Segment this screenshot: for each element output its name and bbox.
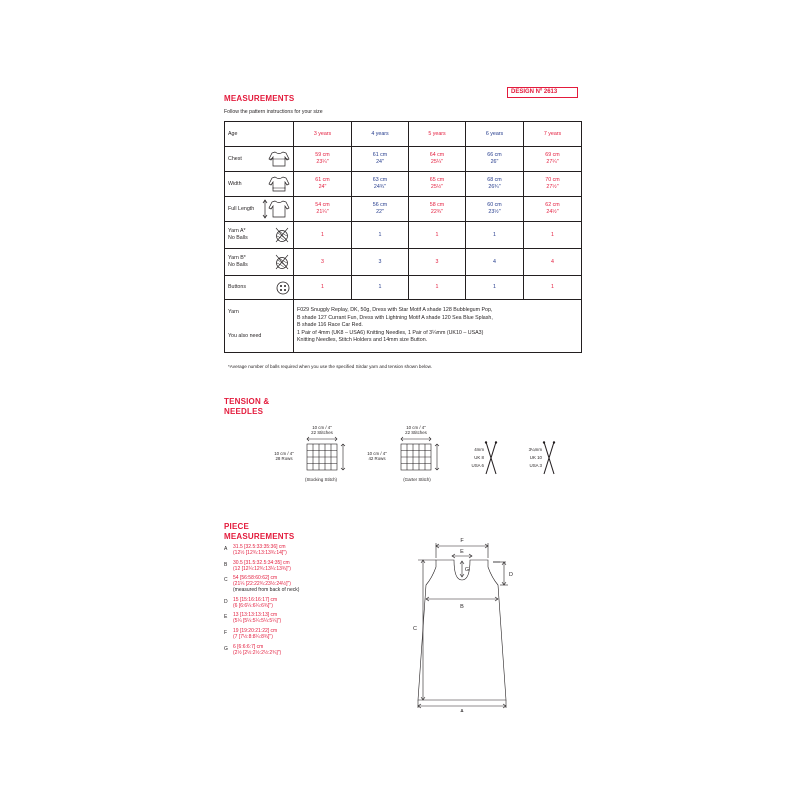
width-in: 26¾" [488,184,501,190]
chest-cm: 59 cm [315,152,330,158]
yarn-b-count: 3 [409,249,466,276]
piece-in: (12 [12¼:12¾:13¼:13¾]") [233,565,291,572]
length-cm: 62 cm [545,202,560,208]
yarn-details [294,300,582,353]
yarn-a-count: 1 [466,222,524,249]
piece-letter: D [224,598,228,605]
yarn-text-line: B shade 127 Currant Fun, Dress with Lightning Motif A shade 120 Sea Blue Splash, [297,314,493,321]
piece-in: (5¼ [5¼:5¼:5¼:5¼]") [233,618,282,625]
design-number-badge: DESIGN Nº 2613 [507,87,578,98]
chest-in: 25¼" [430,159,444,165]
piece-cm: 15 [15:16:16:17] cm [233,596,278,603]
width-in: 27½" [546,184,559,190]
piece-letter: A [224,546,228,552]
piece-letter: C [224,577,228,584]
chest-cm: 64 cm [429,152,445,158]
needles-title: NEEDLES [224,406,264,416]
tension-swatch-garter [398,436,442,472]
piece-cm: 54 [56:58:60:62] cm [233,575,278,582]
buttons-label: Buttons [228,284,246,290]
table-row-width [225,172,582,197]
piece-title: PIECE [224,522,250,531]
diagram-label-f: F [460,538,464,544]
tension1-width: 10 cm / 4" [312,425,332,430]
yarn-text-line: B shade 116 Race Car Red. [297,322,363,329]
length-cm: 60 cm [487,202,502,208]
needles-icon [484,441,498,475]
table-row-buttons [225,276,582,300]
needle2-usa: USA 3 [529,463,542,468]
chest-cm: 66 cm [487,152,502,158]
chest-label: Chest [228,155,242,162]
yarn-label: Yarn [228,309,239,315]
width-label: Width [228,180,242,187]
tension1-rows: 28 Rows [275,456,293,461]
need-text-line: 1 Pair of 4mm (UK8 – USA6) Knitting Needles, 1 Pair of 3¼mm (UK10 – USA3) [297,329,484,336]
yarn-a-count: 1 [409,222,466,249]
yarn-b-sublabel: No Balls [228,262,248,268]
diagram-label-e: E [460,549,464,555]
diagram-label-d: D [509,572,513,578]
table-row-yarn-b [225,249,582,276]
piece-cm: 30.5 [31.5:32.5:34:35] cm [233,559,290,566]
list-item [224,544,299,556]
width-cm: 65 cm [429,177,445,183]
chest-in: 24" [376,159,384,165]
tension1-height: 10 cm / 4" [274,451,294,456]
table-row-full-length [225,197,582,222]
yarn-a-count: 1 [524,222,582,249]
buttons-count: 1 [352,276,409,300]
needle2-size: 3¼mm [528,447,542,452]
piece-cm: 31.5 [32.5:33:35:36] cm [233,544,286,550]
length-cm: 56 cm [372,202,388,208]
chest-cm: 61 cm [372,152,388,158]
piece-letter: G [224,645,228,652]
chest-cm: 69 cm [545,152,560,158]
needle2-uk: UK 10 [529,455,542,460]
buttons-count: 1 [409,276,466,300]
age-label: Age [225,122,294,147]
chest-in: 23¼" [316,159,329,165]
you-also-need-label: You also need [228,333,262,339]
yarn-b-count: 3 [294,249,352,276]
piece-note: (measured from back of neck) [233,587,300,594]
piece-in: (2½ [2½:2½:2½:2¾]") [233,649,282,656]
length-in: 21¼" [316,209,329,215]
piece-measurement-list [224,544,299,659]
tension2-caption: (Garter Stitch) [403,477,431,482]
sweater-chest-icon [268,150,290,168]
tension2-height: 10 cm / 4" [367,451,387,456]
need-text-line: Knitting Needles, Stitch Holders and 14mm size Button. [297,337,428,344]
length-arrow-icon [262,199,290,219]
footnote: *Average number of balls required when you use the specified Sirdar yarn and tension shown below. [228,364,432,369]
buttons-count: 1 [466,276,524,300]
piece-in: (6 [6:6¼:6¼:6¾]") [233,602,273,609]
chest-in: 27¼" [546,159,559,165]
width-cm: 70 cm [545,177,560,183]
tension-title: TENSION & [224,397,270,406]
yarn-a-count: 1 [294,222,352,249]
width-in: 24" [318,184,327,190]
age-cell: 3 years [294,122,352,147]
measurements-table [224,121,582,353]
piece-letter: F [224,629,228,636]
age-cell: 7 years [524,122,582,147]
needle1-size: 4mm [474,447,484,452]
yarn-b-count: 3 [352,249,409,276]
tension2-rows: 42 Rows [368,456,386,461]
list-item [224,612,299,624]
piece-in: (7 [7½:8:8¼:8¾]") [233,633,273,640]
length-cm: 58 cm [429,202,445,208]
tension2-width: 10 cm / 4" [406,425,426,430]
length-in: 22¾" [430,209,444,215]
age-cell: 6 years [466,122,524,147]
yarn-b-label: Yarn B* [228,255,246,261]
tension-swatch-stocking [304,436,348,472]
length-in: 23½" [488,209,501,215]
table-row-chest [225,147,582,172]
diagram-label-a: A [460,709,464,712]
yarn-text-line: F029 Snuggly Replay, DK, 50g, Dress with Star Motif A shade 128 Bubblegum Pop, [297,307,493,314]
piece-cm: 6 [6:6:6:7] cm [233,643,264,650]
tension1-caption: (Stocking Stitch) [305,477,337,482]
age-cell: 5 years [409,122,466,147]
width-in: 25½" [430,184,444,190]
buttons-count: 1 [294,276,352,300]
piece-cm: 19 [19:20:21:22] cm [233,627,278,634]
width-cm: 61 cm [315,177,330,183]
list-item [224,575,299,593]
piece-in: (12½ [12¾:13:13¾:14]") [233,550,287,556]
diagram-label-c: C [413,626,417,632]
measurements-title: MEASUREMENTS [224,94,295,103]
yarn-a-sublabel: No Balls [228,235,248,241]
yarn-b-count: 4 [466,249,524,276]
table-row-yarn-a [225,222,582,249]
yarn-a-label: Yarn A* [228,228,246,234]
list-item [224,644,299,656]
sweater-width-icon [268,175,290,193]
list-item [224,597,299,609]
dress-schematic-diagram [405,532,525,712]
table-row-age [225,122,582,147]
button-icon [276,281,290,295]
length-in: 24½" [546,209,559,215]
diagram-label-g: G [464,567,470,573]
list-item [224,628,299,640]
tension1-stitches: 22 Stitches [311,430,333,435]
needle1-usa: USA 6 [471,463,484,468]
list-item [224,560,299,572]
length-cm: 54 cm [315,202,330,208]
piece-letter: B [224,561,228,568]
width-in: 24¾" [373,184,387,190]
yarn-ball-icon [274,254,290,270]
full-length-label: Full Length [228,205,255,212]
length-in: 22" [376,209,384,215]
yarn-b-count: 4 [524,249,582,276]
width-cm: 63 cm [372,177,388,183]
piece-in: (21¼ [22:22¾:23½:24½]") [233,581,291,588]
needles-icon [542,441,556,475]
yarn-ball-icon [274,227,290,243]
chest-in: 26" [490,159,499,165]
needle1-uk: UK 8 [474,455,484,460]
width-cm: 68 cm [487,177,502,183]
age-cell: 4 years [352,122,409,147]
tension2-stitches: 22 Stitches [405,430,427,435]
buttons-count: 1 [524,276,582,300]
diagram-label-b: B [460,604,464,610]
follow-instructions-text: Follow the pattern instructions for your size [224,109,323,115]
piece-letter: E [224,614,228,621]
measurements-subtitle: MEASUREMENTS [224,531,295,541]
table-row-yarn-needles [225,300,582,353]
piece-cm: 13 [13:13:13:13] cm [233,612,278,619]
yarn-a-count: 1 [352,222,409,249]
